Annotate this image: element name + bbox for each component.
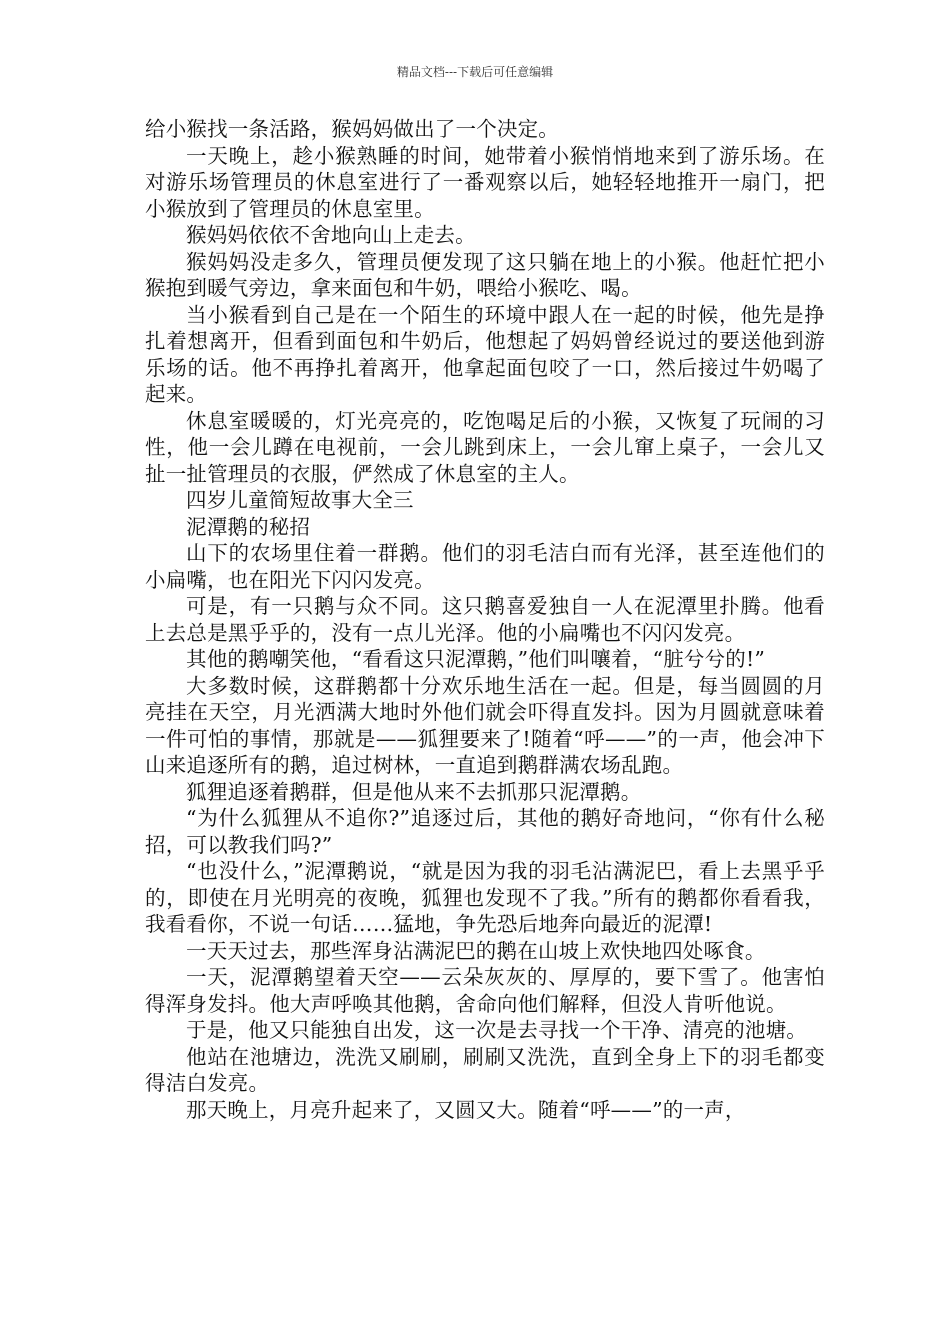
paragraph: 大多数时候，这群鹅都十分欢乐地生活在一起。但是，每当圆圆的月亮挂在天空，月光洒满大地时外他们就会吓得直发抖。因为月圆就意味着一件可怕的事情，那就是——狐狸要来了!随着“呼——”的一声，他会冲下山来追逐所有的鹅，追过树林，一直追到鹅群满农场乱跑。 — [145, 673, 825, 777]
paragraph: “也没什么，”泥潭鹅说，“就是因为我的羽毛沾满泥巴，看上去黑乎乎的，即使在月光明亮的夜晚，狐狸也发现不了我。”所有的鹅都你看看我，我看看你，不说一句话……猛地，争先恐后地奔向最近的泥潭! — [145, 859, 825, 936]
page-header: 精品文档---下载后可任意编辑 — [396, 65, 554, 79]
document-body — [145, 116, 825, 1123]
paragraph: 那天晚上，月亮升起来了，又圆又大。随着“呼——”的一声， — [186, 1097, 746, 1122]
paragraph: “为什么狐狸从不追你?”追逐过后，其他的鹅好奇地问，“你有什么秘招，可以教我们吗?” — [145, 806, 825, 857]
paragraph-continuation: 给小猴找一条活路，猴妈妈做出了一个决定。 — [145, 117, 559, 141]
paragraph: 休息室暖暖的，灯光亮亮的，吃饱喝足后的小猴，又恢复了玩闹的习性，他一会儿蹲在电视前，一会儿跳到床上，一会儿窜上桌子，一会儿又扯一扯管理员的衣服，俨然成了休息室的主人。 — [145, 408, 825, 486]
paragraph: 一天晚上，趁小猴熟睡的时间，她带着小猴悄悄地来到了游乐场。在对游乐场管理员的休息室进行了一番观察以后，她轻轻地推开一扇门，把小猴放到了管理员的休息室里。 — [145, 143, 825, 221]
paragraph: 可是，有一只鹅与众不同。这只鹅喜爱独自一人在泥潭里扑腾。他看上去总是黑乎乎的，没有一点儿光泽。他的小扁嘴也不闪闪发亮。 — [145, 594, 825, 645]
section-heading: 四岁儿童简短故事大全三 — [186, 488, 414, 512]
paragraph: 一天天过去，那些浑身沾满泥巴的鹅在山坡上欢快地四处啄食。 — [186, 938, 766, 963]
paragraph: 猴妈妈依依不舍地向山上走去。 — [186, 223, 476, 247]
paragraph: 山下的农场里住着一群鹅。他们的羽毛洁白而有光泽，甚至连他们的小扁嘴，也在阳光下闪闪发亮。 — [145, 541, 825, 592]
paragraph: 狐狸追逐着鹅群，但是他从来不去抓那只泥潭鹅。 — [186, 779, 642, 804]
paragraph: 一天，泥潭鹅望着天空——云朵灰灰的、厚厚的，要下雪了。他害怕得浑身发抖。他大声呼唤其他鹅，舍命向他们解释，但没人肯听他说。 — [145, 965, 825, 1016]
paragraph: 他站在池塘边，洗洗又刷刷，刷刷又洗洗，直到全身上下的羽毛都变得洁白发亮。 — [145, 1044, 825, 1095]
paragraph: 当小猴看到自己是在一个陌生的环境中跟人在一起的时候，他先是挣扎着想离开，但看到面包和牛奶后，他想起了妈妈曾经说过的要送他到游乐场的话。他不再挣扎着离开，他拿起面包咬了一口，然后接过牛奶喝了起来。 — [145, 302, 825, 406]
paragraph: 猴妈妈没走多久，管理员便发现了这只躺在地上的小猴。他赶忙把小猴抱到暖气旁边，拿来面包和牛奶，喂给小猴吃、喝。 — [145, 249, 825, 300]
paragraph: 其他的鹅嘲笑他，“看看这只泥潭鹅，”他们叫嚷着，“脏兮兮的!” — [186, 647, 766, 671]
paragraph: 于是，他又只能独自出发，这一次是去寻找一个干净、清亮的池塘。 — [186, 1018, 807, 1042]
story-title: 泥潭鹅的秘招 — [186, 514, 311, 539]
